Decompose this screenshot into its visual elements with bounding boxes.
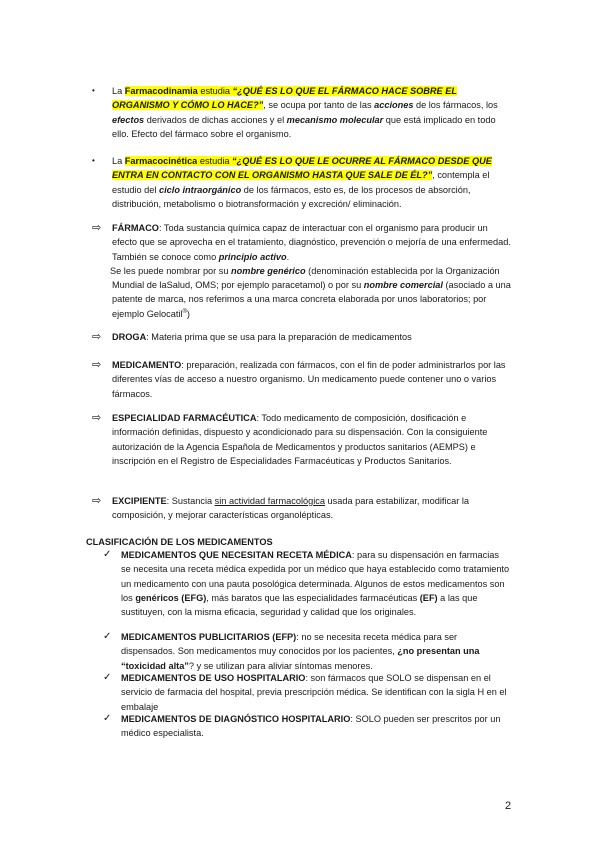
farmacocinetica-paragraph: La Farmacocinética estudia “¿QUÉ ES LO QUE LE OCURRE AL FÁRMACO DESDE QUE ENTRA EN CONTACTO CON EL ORGANISMO HASTA QUE SALE DE ÉL?”, contempla el estudio del ciclo intraorgánico de los fármacos, esto es, de los procesos de absorción, distribución, metabolismo o biotransformación y excreción/ eliminación. bbox=[112, 156, 492, 209]
check-icon: ✓ bbox=[103, 672, 112, 683]
arrow-icon: ⇨ bbox=[92, 412, 102, 424]
check-icon: ✓ bbox=[103, 713, 112, 724]
farmacodinamia-paragraph: La Farmacodinamia estudia “¿QUÉ ES LO QUE EL FÁRMACO HACE SOBRE EL ORGANISMO Y CÓMO LO HACE?”, se ocupa por tanto de las acciones de los fármacos, los efectos derivados de dichas acciones y el mecanismo molecular que está implicado en todo ello. Efecto del fármaco sobre el organismo. bbox=[112, 86, 498, 139]
bullet-icon: • bbox=[92, 156, 95, 165]
page-number: 2 bbox=[505, 800, 512, 812]
farmaco-paragraph: FÁRMACO: Toda sustancia química capaz de interactuar con el organismo para producir un efecto que se aprovecha en el tratamiento, diagnóstico, prevención o mejoría de una enfermedad. También se conoce como principio activo. Se les puede nombrar por su nombre genérico (denominación establecida por la Organización Mundial de laSalud, OMS; por ejemplo paracetamol) o por su nombre comercial (asociado a una patente de marca, nos referimos a una marca concreta elaborada por unos laboratorios; por ejemplo Gelocatil®) bbox=[110, 223, 511, 319]
diagnostico-paragraph: MEDICAMENTOS DE DIAGNÓSTICO HOSPITALARIO: SOLO pueden ser prescritos por un médico especialista. bbox=[121, 714, 501, 739]
arrow-icon: ⇨ bbox=[92, 331, 102, 343]
section-heading: CLASIFICACIÓN DE LOS MEDICAMENTOS bbox=[86, 537, 273, 547]
especialidad-paragraph: ESPECIALIDAD FARMACÉUTICA: Todo medicamento de composición, dosificación e información definidas, dispuesto y acondicionado para su dispensación. Con la consiguiente autorización de la Agencia Española de Medicamentos y productos sanitarios (AEMPS) e inscripción en el Registro de Especialidades Farmacéuticas y Productos Sanitarios. bbox=[112, 413, 488, 466]
publicitarios-paragraph: MEDICAMENTOS PUBLICITARIOS (EFP): no se necesita receta médica para ser dispensados. Son medicamentos muy conocidos por los pacientes, ¿no presentan una “toxicidad alta”? y se utilizan para aliviar síntomas menores. bbox=[121, 632, 480, 671]
bullet-icon: • bbox=[92, 86, 95, 95]
medicamento-paragraph: MEDICAMENTO: preparación, realizada con fármacos, con el fin de poder administrarlos por las diferentes vías de acceso a nuestro organismo. Un medicamento puede contener uno o varios fármacos. bbox=[112, 360, 506, 399]
hospitalario-paragraph: MEDICAMENTOS DE USO HOSPITALARIO: son fármacos que SOLO se dispensan en el servicio de farmacia del hospital, previa prescripción médica. Se identifican con la sigla H en el embalaje bbox=[121, 673, 507, 712]
check-icon: ✓ bbox=[103, 549, 112, 560]
receta-paragraph: MEDICAMENTOS QUE NECESITAN RECETA MÉDICA: para su dispensación en farmacias se necesita una receta médica expedida por un médico que haya establecido como tratamiento un medicamento con una pauta posológica determinada. Algunos de estos medicamentos son los genéricos (EFG), más baratos que las especialidades farmacéuticas (EF) a las que sustituyen, con la misma eficacia, seguridad y calidad que los originales. bbox=[121, 550, 510, 618]
excipiente-paragraph: EXCIPIENTE: Sustancia sin actividad farmacológica usada para estabilizar, modificar la composición, y mejorar características organolépticas. bbox=[112, 496, 469, 521]
droga-paragraph: DROGA: Materia prima que se usa para la preparación de medicamentos bbox=[112, 332, 412, 342]
arrow-icon: ⇨ bbox=[92, 359, 102, 371]
arrow-icon: ⇨ bbox=[92, 222, 102, 234]
arrow-icon: ⇨ bbox=[92, 495, 102, 507]
check-icon: ✓ bbox=[103, 631, 112, 642]
